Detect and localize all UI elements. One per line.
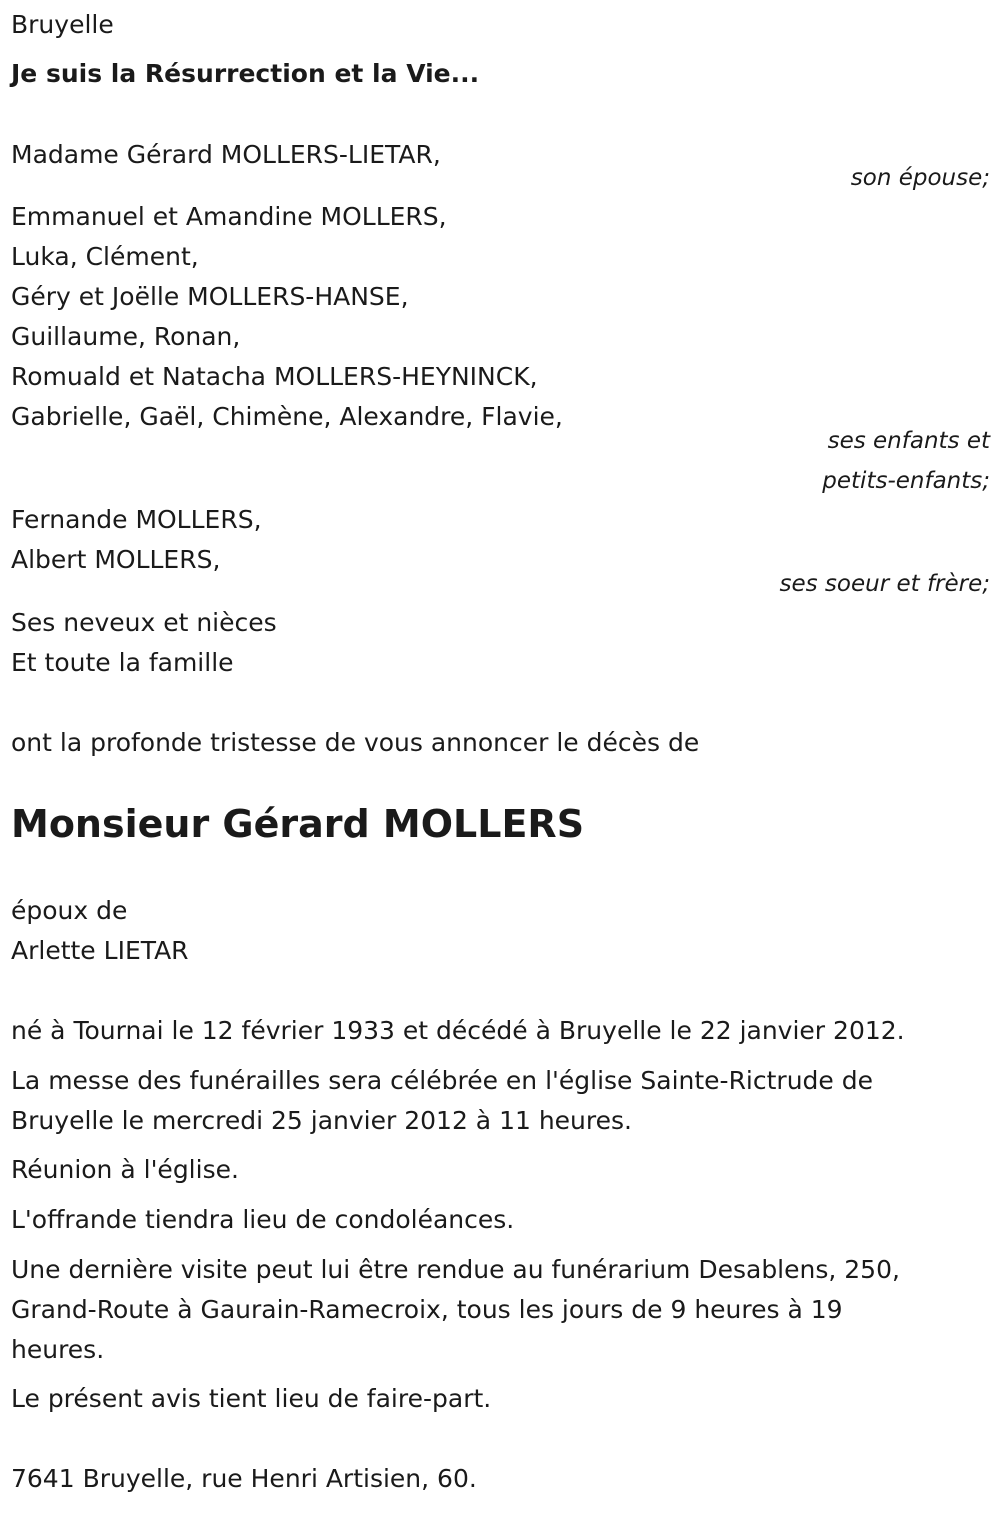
mass-line: Bruyelle le mercredi 25 janvier 2012 à 11 heures. — [11, 1106, 632, 1135]
children-relation: petits-enfants; — [822, 468, 990, 494]
verse: Je suis la Résurrection et la Vie... — [11, 59, 480, 88]
spouse-line: Madame Gérard MOLLERS-LIETAR, — [11, 140, 441, 169]
children-relation: ses enfants et — [827, 428, 990, 454]
spouse-of-name: Arlette LIETAR — [11, 936, 189, 965]
offering-line: L'offrande tiendra lieu de condoléances. — [11, 1205, 515, 1234]
child-line: Gabrielle, Gaël, Chimène, Alexandre, Flavie, — [11, 402, 563, 431]
sibling-line: Albert MOLLERS, — [11, 545, 221, 574]
child-line: Luka, Clément, — [11, 242, 199, 271]
sibling-line: Fernande MOLLERS, — [11, 505, 262, 534]
relatives-line: Ses neveux et nièces — [11, 608, 277, 637]
child-line: Guillaume, Ronan, — [11, 322, 241, 351]
relatives-line: Et toute la famille — [11, 648, 234, 677]
mass-line: La messe des funérailles sera célébrée en l'église Sainte-Rictrude de — [11, 1066, 873, 1095]
child-line: Romuald et Natacha MOLLERS-HEYNINCK, — [11, 362, 538, 391]
visit-line: Une dernière visite peut lui être rendue au funérarium Desablens, 250, — [11, 1255, 900, 1284]
spouse-relation: son épouse; — [850, 165, 990, 191]
notice-line: Le présent avis tient lieu de faire-part. — [11, 1384, 492, 1413]
child-line: Emmanuel et Amandine MOLLERS, — [11, 202, 447, 231]
deceased-name: Monsieur Gérard MOLLERS — [11, 802, 585, 846]
siblings-relation: ses soeur et frère; — [779, 571, 990, 597]
visit-line: Grand-Route à Gaurain-Ramecroix, tous les jours de 9 heures à 19 — [11, 1295, 843, 1324]
address-line: 7641 Bruyelle, rue Henri Artisien, 60. — [11, 1464, 477, 1493]
announcement: ont la profonde tristesse de vous annoncer le décès de — [11, 728, 700, 757]
visit-line: heures. — [11, 1335, 105, 1364]
place-heading: Bruyelle — [11, 10, 114, 39]
spouse-of-label: époux de — [11, 896, 128, 925]
meeting-line: Réunion à l'église. — [11, 1155, 239, 1184]
birth-death-line: né à Tournai le 12 février 1933 et décédé à Bruyelle le 22 janvier 2012. — [11, 1016, 905, 1045]
child-line: Géry et Joëlle MOLLERS-HANSE, — [11, 282, 409, 311]
